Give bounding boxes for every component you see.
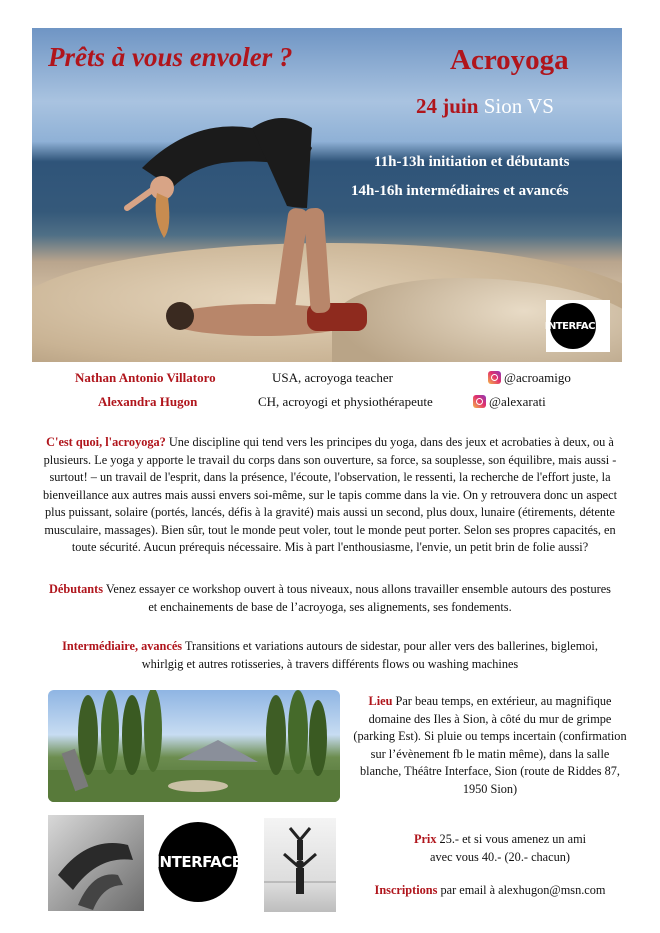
- hands-illustration: [48, 815, 144, 911]
- park-photo: [48, 690, 340, 802]
- prix-text-1: 25.- et si vous amenez un ami: [436, 832, 587, 846]
- event-title: Acroyoga: [450, 44, 569, 76]
- teacher-handle-1[interactable]: [488, 370, 571, 386]
- hero-photo: [32, 28, 622, 362]
- event-date: [416, 94, 554, 119]
- interface-logo-large: INTERFACE: [158, 822, 238, 902]
- section-inscriptions: [360, 882, 620, 900]
- section-inscriptions-text[interactable]: par email à alexhugon@msn.com: [437, 883, 606, 897]
- teacher-role-2: CH, acroyogi et physiothérapeute: [258, 394, 433, 409]
- prix-text-2: avec vous 40.- (20.- chacun): [430, 849, 570, 864]
- time-slot-2: 14h-16h intermédiaires et avancés: [351, 183, 569, 199]
- section-what-text: Une discipline qui tend vers les principes du yoga, dans des jeux et acrobaties à deux, ou à plusieurs. Le yoga y apporte le travail du corps dans son ouverture, sa force, sa souplesse, son équilibre, mais aussi - surtout! – un travail de l'esprit, dans la présence, l'écoute, l'observation, le ressenti, la recherche de l'effort juste, la bienveillance aux autres mais aussi envers soi-même, sur le tapis comme dans la vie. On y retrouvera donc un aspect plus puissant, solaire (portés, lancés, défis à la gravité) mais aussi un second, plus doux, lunaire (étirements, détente musculaire, massages). Bien sûr, tout le monde peut voler, tout le monde peut porter. Selon ses propres capacités, en toute sécurité. Aucun prérequis nécessaire. Mis à part l'enthousiasme, l'envie, un petit brin de folie aussi?: [42, 435, 617, 554]
- section-lieu-text: Par beau temps, en extérieur, au magnifique domaine des Iles à Sion, à côté du mur de grimpe (parking Est). Si pluie ou temps incertain (confirmation sur l’évènement fb le matin même), dans la salle blanche, Théâtre Interface, Sion (route de Riddes 87, 1950 Sion): [353, 694, 627, 796]
- teacher-handle-2[interactable]: [473, 394, 546, 410]
- section-advanced: [45, 638, 615, 673]
- bw-photo-hands: [48, 815, 144, 911]
- section-what-label: C'est quoi, l'acroyoga?: [46, 435, 166, 449]
- section-what: [40, 434, 620, 557]
- section-prix: [385, 831, 615, 866]
- section-beginners-label: Débutants: [49, 582, 104, 596]
- section-advanced-text: Transitions et variations autours de sidestar, pour aller vers des ballerines, biglemoi, whirlgig et autres rotisseries, à travers différents flows ou washing machines: [141, 639, 598, 671]
- event-day: 24 juin: [416, 94, 479, 118]
- teacher-role-1: USA, acroyoga teacher: [272, 370, 393, 385]
- section-inscriptions-label: Inscriptions: [374, 883, 438, 897]
- section-lieu-label: Lieu: [368, 694, 393, 708]
- interface-logo: INTERFACE: [550, 303, 596, 349]
- instagram-icon: [488, 371, 501, 384]
- handstand-illustration: [264, 818, 336, 912]
- trees-illustration: [48, 690, 340, 802]
- instagram-handle: @alexarati: [489, 394, 546, 409]
- instagram-handle: @acroamigo: [504, 370, 571, 385]
- headline-title: Prêts à vous envoler ?: [48, 42, 293, 72]
- time-slot-1: 11h-13h initiation et débutants: [374, 154, 570, 170]
- acroyoga-figures-illustration: [102, 88, 372, 358]
- prix-line-1: [385, 831, 615, 849]
- hero-logo-frame: [546, 300, 610, 352]
- section-prix-label: Prix: [413, 832, 437, 846]
- section-advanced-label: Intermédiaire, avancés: [62, 639, 183, 653]
- teacher-name-2: Alexandra Hugon: [98, 394, 198, 409]
- instagram-icon: [473, 395, 486, 408]
- bw-photo-acro: [264, 818, 336, 912]
- event-place: Sion VS: [483, 94, 554, 118]
- section-beginners: [48, 581, 612, 616]
- teacher-name-1: Nathan Antonio Villatoro: [75, 370, 216, 385]
- section-lieu: [352, 693, 628, 798]
- section-beginners-text: Venez essayer ce workshop ouvert à tous niveaux, nous allons travailler ensemble autours des postures et enchainements de base de l’acroyoga, ses alignements, ses fondements.: [103, 582, 611, 614]
